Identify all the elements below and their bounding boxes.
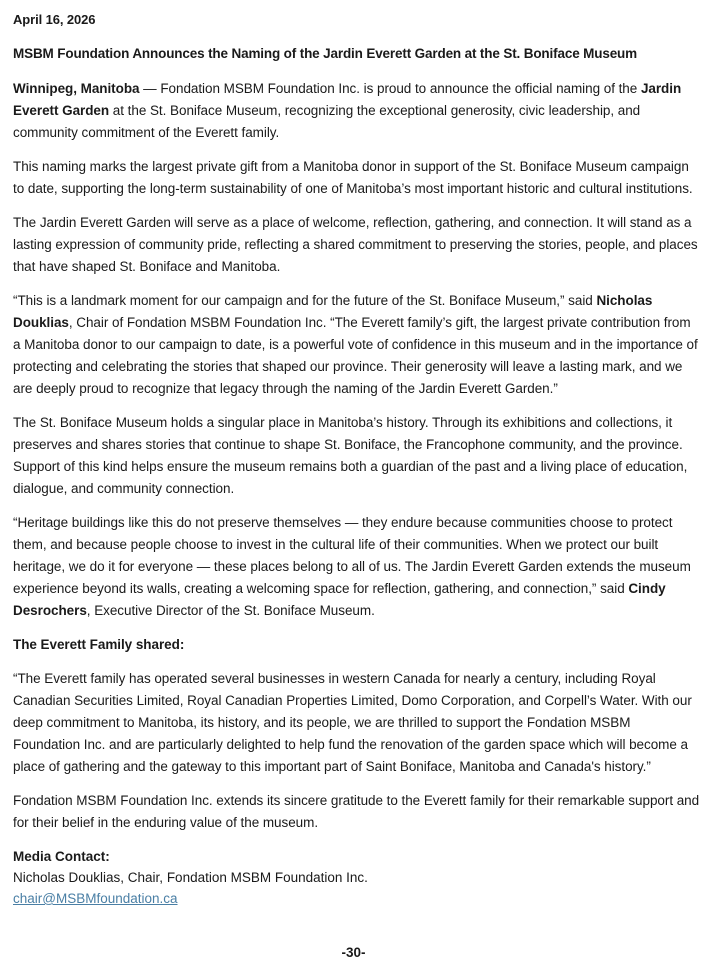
dateline-location: Winnipeg, Manitoba	[13, 81, 140, 96]
paragraph-garden-purpose: The Jardin Everett Garden will serve as a place of welcome, reflection, gathering, and connection. It will stand as a lasting expression of community pride, reflecting a shared commitment to preserving the stories, people, and places that have shaped St. Boniface and Manitoba.	[13, 215, 698, 274]
quote-chair-attribution: Nicholas Douklias	[13, 293, 653, 330]
quote-chair-text-second: , Chair of Fondation MSBM Foundation Inc. “The Everett family’s gift, the largest private contribution from a Manitoba donor to our campaign to date, is a powerful vote of confidence in this museum and in the importance of protecting and celebrating the stories that shaped our province. Their generosity will leave a lasting mark, and we are deeply proud to recognize that legacy through the naming of the Jardin Everett Garden.”	[13, 315, 698, 396]
paragraph-quote-chair	[13, 290, 700, 400]
paragraph-dateline	[13, 78, 700, 144]
media-contact-name: Nicholas Douklias, Chair, Fondation MSBM Foundation Inc.	[13, 870, 368, 885]
release-date: April 16, 2026	[13, 12, 96, 27]
media-contact-email-link[interactable]: chair@MSBMfoundation.ca	[13, 891, 178, 906]
quote-director-text-first: “Heritage buildings like this do not preserve themselves — they endure because communities choose to protect them, and because people choose to invest in the cultural life of their communities. When we protect our built heritage, we do it for everyone — these places belong to all of us. The Jardin Everett Garden extends the museum experience beyond its walls, creating a welcoming space for reflection, gathering, and connection,” said	[13, 515, 691, 596]
paragraph-closing-gratitude: Fondation MSBM Foundation Inc. extends its sincere gratitude to the Everett family for their remarkable support and for their belief in the enduring value of the museum.	[13, 793, 700, 830]
section-heading-everett-family: The Everett Family shared:	[13, 637, 185, 652]
paragraph-gift-significance: This naming marks the largest private gift from a Manitoba donor in support of the St. Boniface Museum campaign to date, supporting the long-term sustainability of one of Manitoba’s most important historic and cultural institutions.	[13, 159, 693, 196]
page-title: MSBM Foundation Announces the Naming of the Jardin Everett Garden at the St. Boniface Museum	[13, 46, 638, 61]
media-contact-heading: Media Contact:	[13, 849, 110, 864]
quote-director-attribution: Cindy Desrochers	[13, 581, 666, 618]
dateline-text-first: Fondation MSBM Foundation Inc. is proud to announce the official naming of the	[160, 81, 641, 96]
media-contact-block	[13, 846, 700, 909]
end-mark: -30-	[341, 945, 366, 960]
garden-name-emphasis: Jardin Everett Garden	[13, 81, 682, 118]
quote-chair-text-first: “This is a landmark moment for our campaign and for the future of the St. Boniface Museum,” said	[13, 293, 597, 308]
dateline-text-second: at the St. Boniface Museum, recognizing the exceptional generosity, civic leadership, and community commitment of the Everett family.	[13, 103, 641, 140]
paragraph-quote-director	[13, 512, 700, 622]
quote-director-text-second: , Executive Director of the St. Boniface Museum.	[86, 603, 375, 618]
paragraph-museum-history: The St. Boniface Museum holds a singular place in Manitoba’s history. Through its exhibitions and collections, it preserves and shares stories that continue to shape St. Boniface, the Francophone community, and the province. Support of this kind helps ensure the museum remains both a guardian of the past and a living place of education, dialogue, and community connection.	[13, 415, 688, 496]
paragraph-quote-family: “The Everett family has operated several businesses in western Canada for nearly a century, including Royal Canadian Securities Limited, Royal Canadian Properties Limited, Domo Corporation, and Corpell’s Water. With our deep commitment to Manitoba, its history, and its people, we are thrilled to support the Fondation MSBM Foundation Inc. and are particularly delighted to help fund the renovation of the garden space which will become a place of gathering and the gateway to this important part of Saint Boniface, Manitoba and Canada's history.”	[13, 671, 692, 774]
dateline-dash: —	[139, 81, 161, 96]
